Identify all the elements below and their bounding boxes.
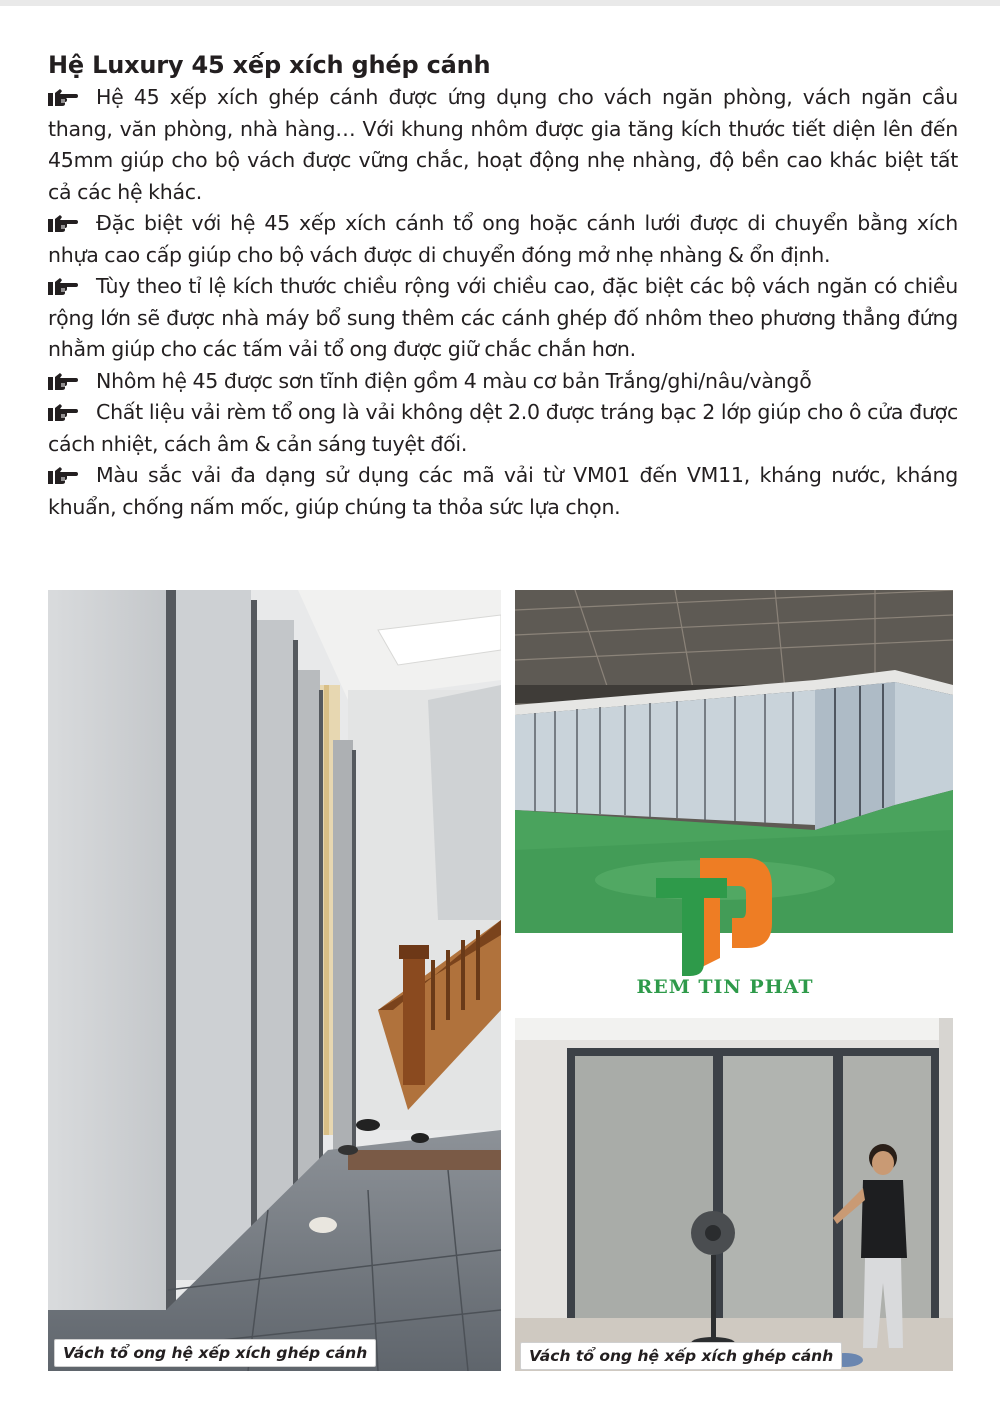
paragraph-2	[48, 208, 958, 271]
paragraph-4	[48, 366, 958, 398]
page-top-strip	[0, 0, 1000, 6]
pointing-hand-icon	[48, 465, 96, 485]
paragraph-text: Chất liệu vải rèm tổ ong là vải không dệt 2.0 được tráng bạc 2 lớp giúp cho ô cửa được cách nhiệt, cách âm & cản sáng tuyệt đối.	[48, 400, 958, 456]
paragraph-6	[48, 460, 958, 523]
paragraph-1	[48, 82, 958, 208]
paragraph-text: Hệ 45 xếp xích ghép cánh được ứng dụng cho vách ngăn phòng, vách ngăn cầu thang, văn phòng, nhà hàng… Với khung nhôm được gia tăng kích thước tiết diện lên đến 45mm giúp cho bộ vách được vững chắc, hoạt động nhẹ nhàng, độ bền cao khác biệt tất cả các hệ khác.	[48, 85, 958, 204]
pointing-hand-icon	[48, 276, 96, 296]
pointing-hand-icon	[48, 371, 96, 391]
paragraph-text: Màu sắc vải đa dạng sử dụng các mã vải từ VM01 đến VM11, kháng nước, kháng khuẩn, chống nấm mốc, giúp chúng ta thỏa sức lựa chọn.	[48, 463, 958, 519]
photo-room-partition	[515, 1018, 953, 1371]
pointing-hand-icon	[48, 87, 96, 107]
logo-text: REM TIN PHAT	[636, 976, 814, 998]
paragraph-3	[48, 271, 958, 366]
document-title: Hệ Luxury 45 xếp xích ghép cánh	[48, 51, 491, 79]
pointing-hand-icon	[48, 402, 96, 422]
pointing-hand-icon	[48, 213, 96, 233]
photo-caption-left: Vách tổ ong hệ xếp xích ghép cánh	[54, 1339, 376, 1367]
paragraph-text: Nhôm hệ 45 được sơn tĩnh điện gồm 4 màu cơ bản Trắng/ghi/nâu/vàngỗ	[96, 368, 812, 393]
photo-hallway-partition	[48, 590, 501, 1371]
paragraph-text: Tùy theo tỉ lệ kích thước chiều rộng với chiều cao, đặc biệt các bộ vách ngăn có chiều rộng lớn sẽ được nhà máy bổ sung thêm các cánh ghép đố nhôm theo phương thẳng đứng nhằm giúp cho các tấm vải tổ ong được giữ chắc chắn hơn.	[48, 274, 958, 361]
paragraph-5	[48, 397, 958, 460]
document-body	[48, 48, 958, 523]
paragraph-text: Đặc biệt với hệ 45 xếp xích cánh tổ ong hoặc cánh lưới được di chuyển bằng xích nhựa cao cấp giúp cho bộ vách được di chuyển đóng mở nhẹ nhàng & ổn định.	[48, 211, 958, 267]
photo-caption-right: Vách tổ ong hệ xếp xích ghép cánh	[520, 1342, 842, 1370]
